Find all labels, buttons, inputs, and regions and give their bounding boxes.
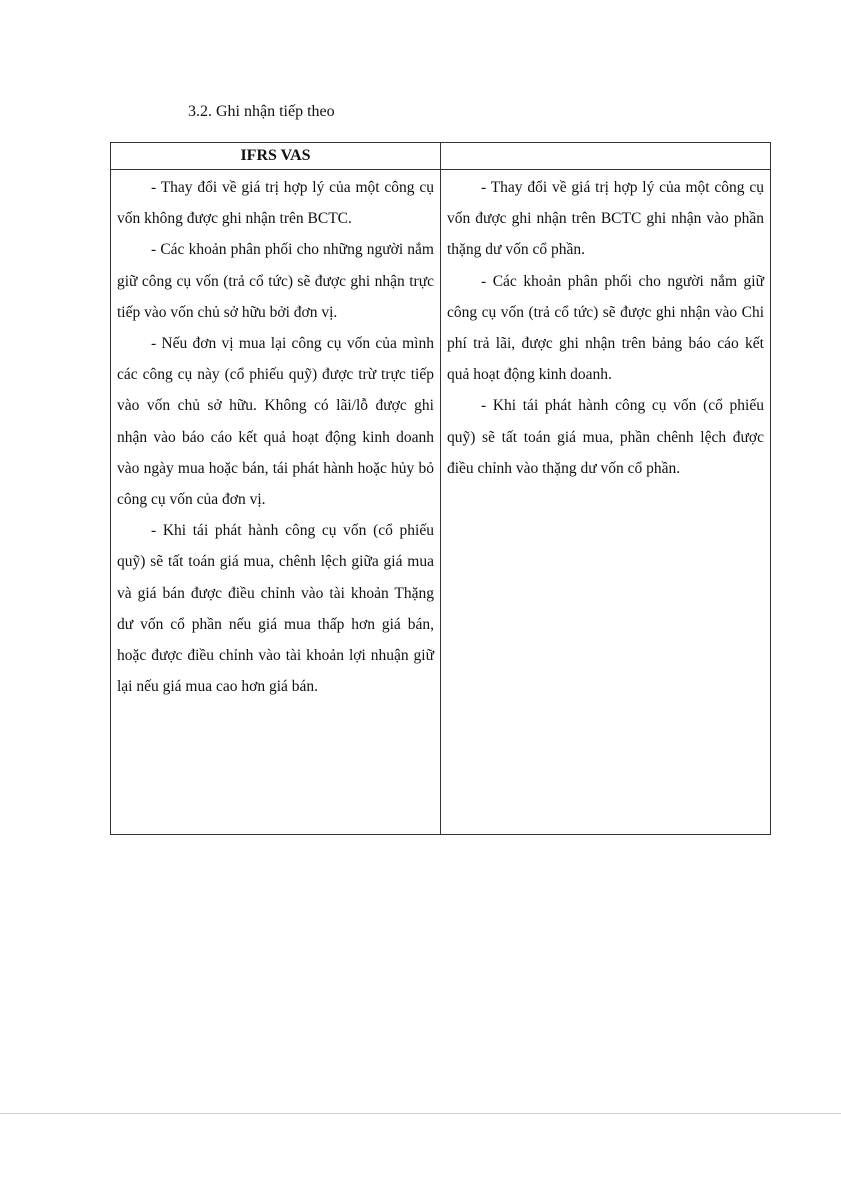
ifrs-paragraph: - Các khoản phân phối cho những người nắm giữ công cụ vốn (trả cổ tức) sẽ được ghi nhận trực tiếp vào vốn chủ sở hữu bởi đơn vị. [117,241,434,321]
vas-paragraph: - Thay đổi về giá trị hợp lý của một công cụ vốn được ghi nhận trên BCTC ghi nhận vào phần thặng dư vốn cổ phần. [447,179,764,259]
comparison-table [110,142,771,835]
vas-cell [441,170,771,835]
vas-paragraph: - Khi tái phát hành công cụ vốn (cổ phiếu quỹ) sẽ tất toán giá mua, phần chênh lệch được điều chỉnh vào thặng dư vốn cổ phần. [447,397,764,477]
vas-paragraph: - Các khoản phân phối cho người nắm giữ công cụ vốn (trả cổ tức) sẽ được ghi nhận vào Chi phí trả lãi, được ghi nhận trên bảng báo cáo kết quả hoạt động kinh doanh. [447,272,764,384]
page-footer-divider [0,1113,841,1114]
ifrs-cell [111,170,441,835]
ifrs-paragraph: - Thay đổi về giá trị hợp lý của một công cụ vốn không được ghi nhận trên BCTC. [117,179,434,228]
ifrs-paragraph: - Khi tái phát hành công cụ vốn (cổ phiếu quỹ) sẽ tất toán giá mua, chênh lệch giữa giá mua và giá bán được điều chỉnh vào tài khoản Thặng dư vốn cổ phần nếu giá mua thấp hơn giá bán, hoặc được điều chỉnh vào tài khoản lợi nhuận giữ lại nếu giá mua cao hơn giá bán. [117,522,434,696]
table-body-row [111,170,771,835]
ifrs-paragraph: - Nếu đơn vị mua lại công cụ vốn của mình các công cụ này (cổ phiếu quỹ) được trừ trực tiếp vào vốn chủ sở hữu. Không có lãi/lỗ được ghi nhận vào báo cáo kết quả hoạt động kinh doanh vào ngày mua hoặc bán, tái phát hành hoặc hủy bỏ công cụ vốn của đơn vị. [117,335,434,509]
section-heading: 3.2. Ghi nhận tiếp theo [188,103,335,120]
table-header-row [111,143,771,170]
header-ifrs-vas: IFRS VAS [111,143,441,170]
header-empty [441,143,771,170]
